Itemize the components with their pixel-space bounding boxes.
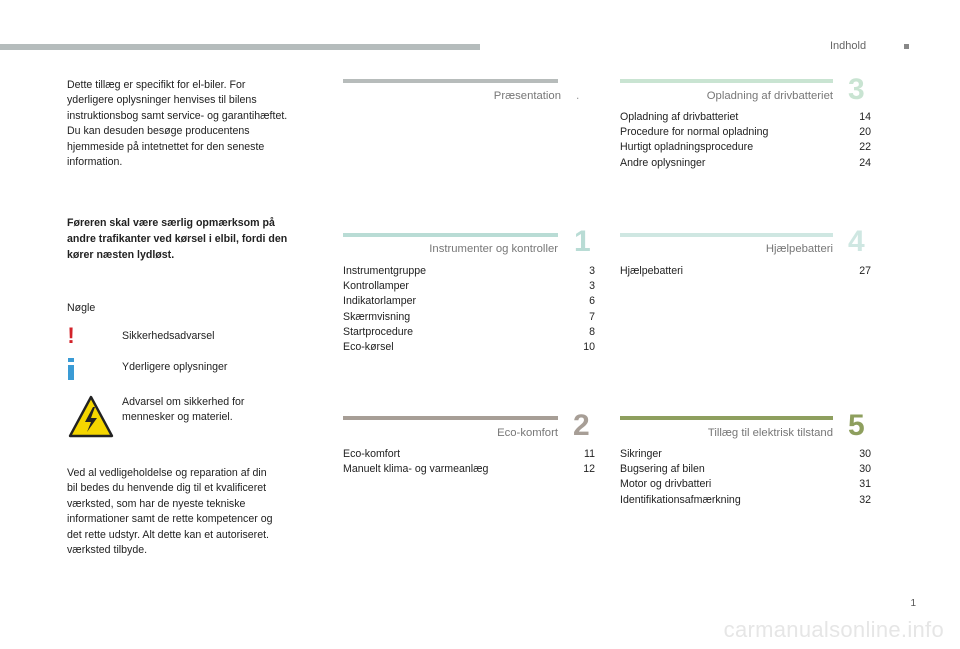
toc-item[interactable] — [620, 140, 871, 155]
toc-page: 20 — [859, 126, 871, 139]
toc-label: Procedure for normal opladning — [620, 126, 769, 139]
toc-page: 30 — [859, 463, 871, 476]
toc-item[interactable] — [620, 493, 871, 508]
toc-page: 6 — [589, 295, 595, 308]
maintenance-line: det rette udstyr. Alt dette kan et autoriseret. — [67, 528, 269, 541]
toc-label: Sikringer — [620, 448, 662, 460]
section-4-list — [620, 264, 871, 279]
toc-page: 31 — [859, 478, 871, 491]
intro-line: Du kan desuden besøge producentens — [67, 125, 250, 138]
legend-text: Sikkerhedsadvarsel — [122, 330, 215, 342]
header-label: Indhold — [830, 40, 867, 52]
toc-item[interactable] — [620, 447, 871, 462]
toc-item[interactable] — [343, 310, 595, 325]
toc-item[interactable] — [620, 125, 871, 140]
section-presentation-title: Præsentation — [493, 90, 561, 102]
maintenance-line: værksted, som har de nyeste tekniske — [67, 497, 246, 510]
toc-label: Manuelt klima- og varmeanlæg — [343, 463, 489, 476]
toc-label: Skærmvisning — [343, 310, 411, 323]
section-1-number: 1 — [574, 225, 591, 258]
toc-item[interactable] — [343, 264, 595, 279]
warning-line: kører næsten lydløst. — [67, 249, 175, 261]
toc-item[interactable] — [620, 110, 871, 125]
toc-item[interactable] — [620, 477, 871, 492]
info-icon — [66, 358, 76, 380]
toc-label: Eco-komfort — [343, 448, 401, 460]
toc-label: Instrumentgruppe — [343, 265, 427, 277]
toc-page: 3 — [589, 265, 595, 277]
section-4-title: Hjælpebatteri — [765, 243, 833, 255]
legend-safety-warning — [122, 329, 214, 344]
section-3-list — [620, 110, 871, 171]
section-5-number: 5 — [848, 409, 865, 442]
header-marker — [904, 44, 909, 49]
section-4-number: 4 — [848, 225, 865, 258]
section-5-bar — [620, 416, 833, 420]
warning-line: andre trafikanter ved kørsel i elbil, fordi den — [67, 233, 288, 245]
toc-page: 24 — [859, 156, 871, 169]
toc-label: Hurtigt opladningsprocedure — [620, 141, 754, 154]
toc-item[interactable] — [620, 462, 871, 477]
legend-text: Yderligere oplysninger — [122, 361, 228, 373]
legend-additional-info — [122, 360, 227, 375]
legend-text: Advarsel om sikkerhed for — [122, 396, 245, 408]
key-title: Nøgle — [67, 302, 96, 314]
legend-text: mennesker og materiel. — [122, 411, 233, 423]
page-number: 1 — [910, 598, 916, 609]
watermark: carmanualsonline.info — [723, 617, 944, 642]
section-5-list — [620, 447, 871, 508]
intro-line: information. — [67, 156, 123, 169]
toc-page: 12 — [583, 463, 595, 476]
section-2-number: 2 — [573, 409, 590, 442]
driver-warning — [67, 215, 337, 263]
intro-line: hjemmeside på intetnettet for den seneste — [67, 140, 265, 153]
section-4-bar — [620, 233, 833, 237]
maintenance-line: Ved al vedligeholdelse og reparation af din — [67, 467, 267, 479]
toc-item[interactable] — [343, 447, 595, 462]
section-2-title: Eco-komfort — [497, 427, 558, 439]
toc-item[interactable] — [343, 462, 595, 477]
toc-item[interactable] — [620, 264, 871, 279]
section-3-title: Opladning af drivbatteriet — [706, 90, 833, 102]
toc-label: Andre oplysninger — [620, 156, 706, 169]
section-1-bar — [343, 233, 558, 237]
toc-item[interactable] — [343, 294, 595, 309]
toc-label: Bugsering af bilen — [620, 463, 705, 476]
intro-line: Dette tillæg er specifikt for el-biler. For — [67, 79, 246, 91]
toc-page: 32 — [859, 493, 871, 506]
toc-page: 14 — [859, 111, 871, 123]
toc-item[interactable] — [620, 156, 871, 171]
toc-page: 7 — [589, 310, 595, 323]
toc-page: 8 — [589, 325, 595, 338]
toc-page: 10 — [583, 341, 595, 354]
toc-label: Motor og drivbatteri — [620, 478, 712, 491]
maintenance-line: bil bedes du henvende dig til et kvalificeret — [67, 482, 267, 495]
toc-page: 11 — [584, 448, 595, 460]
toc-label: Identifikationsafmærkning — [620, 493, 741, 506]
toc-label: Startprocedure — [343, 325, 414, 338]
header-bar — [0, 44, 480, 50]
section-3-number: 3 — [848, 73, 865, 106]
section-3-bar — [620, 79, 833, 83]
toc-label: Hjælpebatteri — [620, 265, 684, 277]
exclamation-icon: ! — [67, 323, 75, 348]
toc-item[interactable] — [343, 340, 595, 355]
toc-label: Kontrollamper — [343, 280, 409, 293]
section-5-title: Tillæg til elektrisk tilstand — [707, 427, 833, 439]
toc-label: Opladning af drivbatteriet — [620, 111, 739, 123]
legend-electric-warning — [122, 395, 244, 425]
section-1-title: Instrumenter og kontroller — [429, 243, 558, 255]
warning-line: Føreren skal være særlig opmærksom på — [67, 217, 275, 229]
section-2-list — [343, 447, 595, 477]
maintenance-line: værksted tilbyde. — [67, 544, 148, 557]
toc-item[interactable] — [343, 325, 595, 340]
section-presentation-bar — [343, 79, 558, 83]
intro-line: yderligere oplysninger henvises til bilens — [67, 94, 257, 107]
section-presentation-marker: . — [576, 88, 580, 102]
maintenance-line: informationer samt de rette kompetencer og — [67, 513, 273, 526]
toc-label: Indikatorlamper — [343, 295, 417, 308]
toc-item[interactable] — [343, 279, 595, 294]
toc-label: Eco-kørsel — [343, 341, 394, 354]
electric-hazard-icon — [68, 394, 114, 440]
toc-page: 22 — [859, 141, 871, 154]
section-1-list — [343, 264, 595, 355]
toc-page: 3 — [589, 280, 595, 293]
section-2-bar — [343, 416, 558, 420]
intro-line: instruktionsbog samt service- og garantihæftet. — [67, 109, 288, 122]
toc-page: 27 — [859, 265, 871, 277]
maintenance-paragraph — [67, 466, 337, 558]
intro-paragraph — [67, 78, 337, 170]
toc-page: 30 — [859, 448, 871, 460]
